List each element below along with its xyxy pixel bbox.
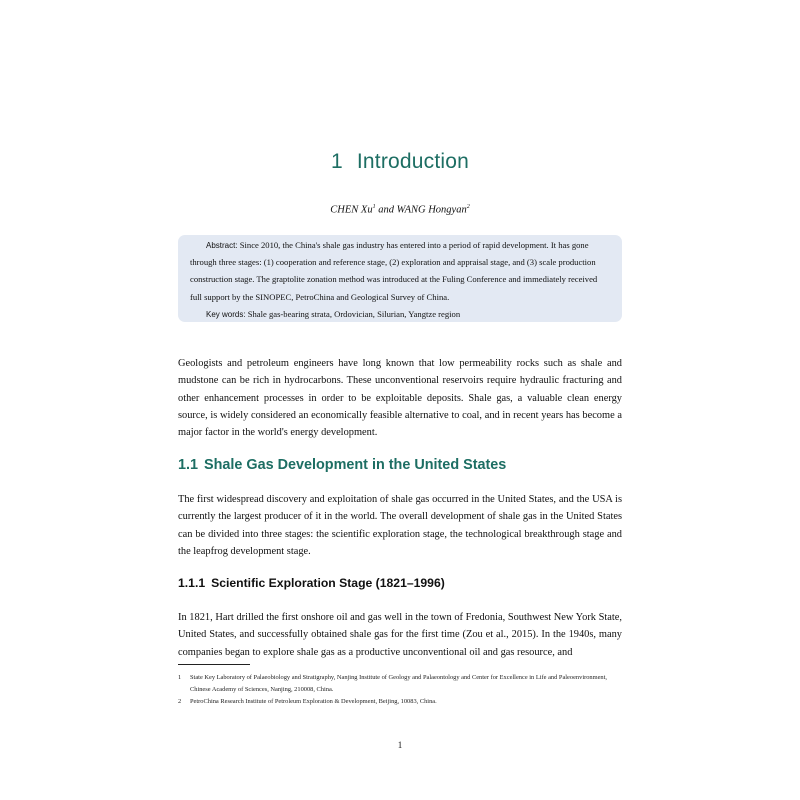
keywords-text: Shale gas-bearing strata, Ordovician, Silurian, Yangtze region: [247, 308, 461, 319]
section-1-1-1-paragraph: In 1821, Hart drilled the first onshore oil and gas well in the town of Fredonia, Southwest New York State, United States, and successfully obtained shale gas for the first time (Zou et al., 2015). In the 1940s, many companies began to explore shale gas as a productive unconventional oil and gas resource, and: [178, 612, 622, 658]
page-number: 1: [397, 740, 403, 750]
footnotes: [178, 672, 622, 708]
subsection-number: 1.1.1: [178, 576, 206, 590]
footnote-number: 2: [178, 698, 182, 705]
author-line: [0, 204, 800, 216]
footnote-divider: [178, 664, 250, 665]
author-2: WANG Hongyan: [396, 204, 467, 216]
chapter-title: [0, 150, 800, 174]
subsection-title: Scientific Exploration Stage (1821–1996): [211, 576, 445, 590]
footnote: [178, 672, 622, 696]
author-2-affiliation: 2: [466, 204, 470, 210]
author-1-affiliation: 1: [372, 204, 376, 210]
footnote-text: State Key Laboratory of Palaeobiology and Stratigraphy, Nanjing Institute of Geology and Palaeontology and Center for Excellence in Life and Paleoenvironment, Chinese Academy of Sciences, Nanjing, 210008, China.: [190, 674, 607, 693]
footnote: [178, 696, 622, 708]
section-heading-1-1: [178, 457, 506, 473]
intro-paragraph: Geologists and petroleum engineers have long known that low permeability rocks such as shale and mudstone can be rich in hydrocarbons. These unconventional reservoirs require hydraulic fracturing and other enhancement processes in order to be exploitable deposits. Shale gas, a valuable clean energy source, is widely considered an economically feasible alternative to coal, and in recent years has become a major factor in the world's energy development.: [178, 358, 622, 439]
footnote-number: 1: [178, 674, 182, 681]
abstract: [190, 237, 610, 306]
keywords-label: Key words:: [206, 309, 246, 319]
chapter-number: 1: [330, 150, 343, 173]
footnote-text: PetroChina Research Institute of Petroleum Exploration & Development, Beijing, 10083, China.: [190, 698, 437, 705]
keywords: [190, 306, 610, 323]
author-joiner: and: [378, 204, 394, 216]
abstract-text: Since 2010, the China's shale gas industry has entered into a period of rapid development. It has gone through three stages: (1) cooperation and reference stage, (2) exploration and appraisal stage, and (3) scale production construction stage. The graptolite zonation method was introduced at the Fuling Conference and immediately received full support by the SINOPEC, PetroChina and Geological Survey of China.: [190, 240, 598, 302]
author-1: CHEN Xu: [330, 204, 373, 216]
section-title: Shale Gas Development in the United States: [204, 457, 507, 473]
abstract-label: Abstract:: [206, 241, 238, 250]
section-number: 1.1: [178, 457, 199, 473]
section-heading-1-1-1: [178, 576, 445, 590]
chapter-title-text: Introduction: [356, 150, 470, 173]
section-1-1-paragraph: The first widespread discovery and exploitation of shale gas occurred in the United States, and the USA is currently the largest producer of it in the world. The overall development of shale gas in the United States can be divided into three stages: the scientific exploration stage, the technological breakthrough stage and the leapfrog development stage.: [178, 494, 622, 557]
abstract-box: [178, 235, 622, 322]
